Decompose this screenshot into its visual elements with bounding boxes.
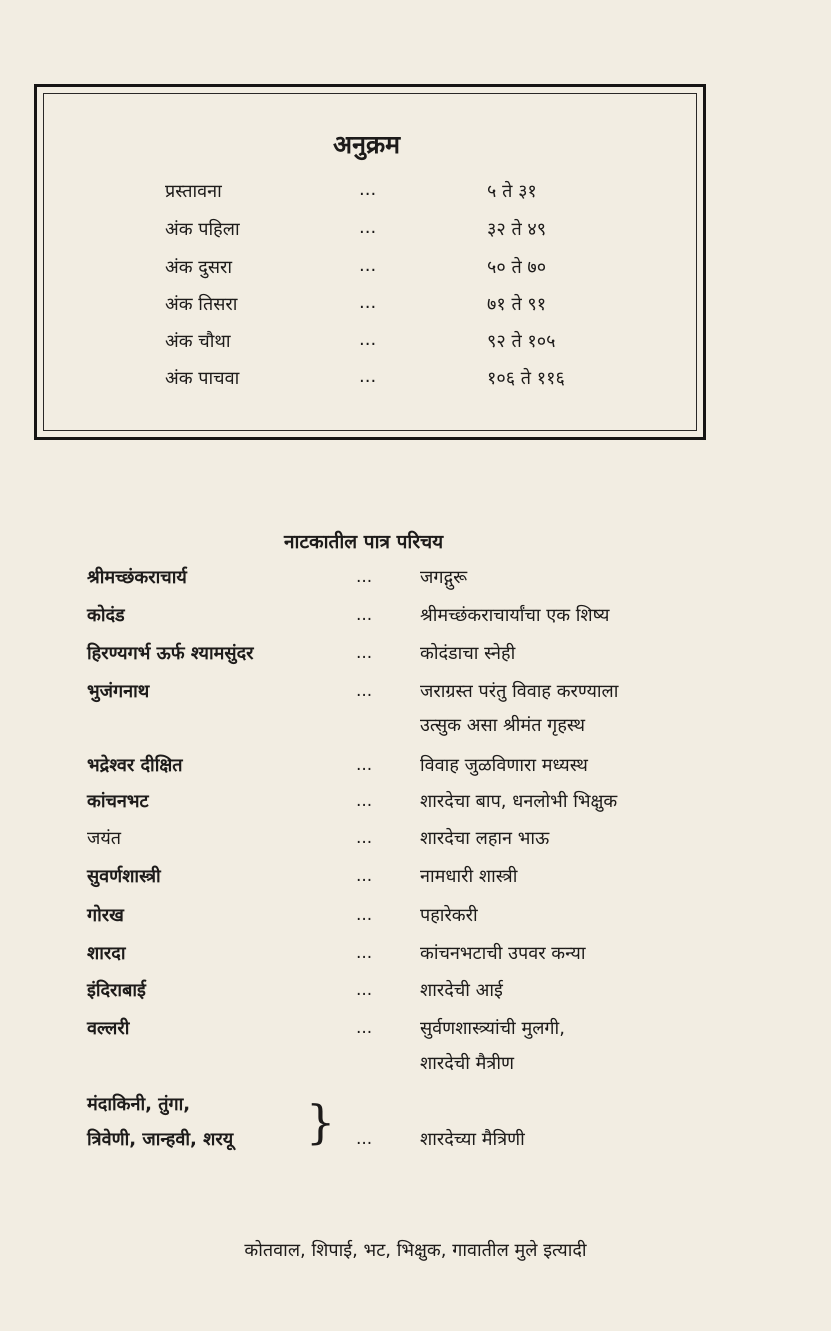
cast-dots: ...: [356, 567, 373, 587]
cast-dots: ...: [356, 791, 373, 811]
contents-label: प्रस्तावना: [165, 181, 222, 202]
contents-pages: १०६ ते ११६: [487, 368, 565, 389]
cast-row: [0, 864, 831, 904]
contents-dots: ...: [359, 179, 377, 200]
character-description: कोदंडाचा स्नेही: [420, 643, 516, 664]
contents-row: [37, 255, 703, 289]
contents-title: अनुक्रम: [333, 130, 401, 159]
character-name: जयंत: [87, 828, 122, 849]
cast-group-line-1: [0, 1092, 831, 1132]
cast-title: नाटकातील पात्र परिचय: [284, 531, 444, 553]
character-description: श्रीमच्छंकराचार्यांचा एक शिष्य: [420, 605, 610, 626]
contents-label: अंक पाचवा: [165, 368, 240, 389]
grouping-brace: }: [306, 1095, 336, 1149]
contents-label: अंक पहिला: [165, 219, 240, 240]
character-name-group: त्रिवेणी, जान्हवी, शरयू: [87, 1129, 234, 1150]
cast-row: [0, 603, 831, 643]
character-description: शारदेची आई: [420, 980, 503, 1001]
cast-row: [0, 826, 831, 866]
cast-dots: ...: [356, 1129, 373, 1149]
contents-pages: ९२ ते १०५: [487, 331, 556, 352]
cast-dots: ...: [356, 980, 373, 1000]
contents-pages: ५ ते ३१: [487, 181, 537, 202]
character-description: उत्सुक असा श्रीमंत गृहस्थ: [420, 715, 586, 736]
cast-dots: ...: [356, 643, 373, 663]
contents-pages: ३२ ते ४९: [487, 219, 547, 240]
character-description: कांचनभटाची उपवर कन्या: [420, 943, 586, 964]
cast-row: [0, 641, 831, 681]
contents-dots: ...: [359, 366, 377, 387]
character-description: शारदेचा लहान भाऊ: [420, 828, 550, 849]
character-name: भद्रेश्वर दीक्षित: [87, 755, 183, 776]
character-name: हिरण्यगर्भ ऊर्फ श्यामसुंदर: [87, 643, 254, 664]
character-description: विवाह जुळविणारा मध्यस्थ: [420, 755, 588, 776]
character-name: कांचनभट: [87, 791, 149, 812]
cast-dots: ...: [356, 681, 373, 701]
cast-row: [0, 713, 831, 753]
character-description: जराग्रस्त परंतु विवाह करण्याला: [420, 681, 619, 702]
cast-row: [0, 978, 831, 1018]
contents-dots: ...: [359, 292, 377, 313]
contents-row: [37, 217, 703, 251]
character-name: सुवर्णशास्त्री: [87, 866, 161, 887]
cast-row: [0, 753, 831, 793]
character-name: वल्लरी: [87, 1018, 130, 1039]
cast-row: [0, 1051, 831, 1091]
character-description: जगद्गुरू: [420, 567, 468, 588]
cast-row: [0, 789, 831, 829]
contents-pages: ७१ ते ९१: [487, 294, 547, 315]
contents-label: अंक तिसरा: [165, 294, 238, 315]
contents-label: अंक चौथा: [165, 331, 231, 352]
cast-dots: ...: [356, 905, 373, 925]
cast-dots: ...: [356, 1018, 373, 1038]
cast-row: [0, 903, 831, 943]
contents-row: [37, 292, 703, 326]
character-name: भुजंगनाथ: [87, 681, 150, 702]
cast-row: [0, 565, 831, 605]
cast-dots: ...: [356, 755, 373, 775]
character-description: शारदेची मैत्रीण: [420, 1053, 515, 1074]
character-name: गोरख: [87, 905, 124, 926]
contents-dots: ...: [359, 329, 377, 350]
contents-row: [37, 366, 703, 400]
character-name: इंदिराबाई: [87, 980, 146, 1001]
cast-dots: ...: [356, 943, 373, 963]
character-description: नामधारी शास्त्री: [420, 866, 518, 887]
cast-row: [0, 1016, 831, 1056]
character-name: कोदंड: [87, 605, 125, 626]
contents-label: अंक दुसरा: [165, 257, 233, 278]
contents-dots: ...: [359, 255, 377, 276]
contents-box: [34, 84, 706, 440]
contents-dots: ...: [359, 217, 377, 238]
character-description: शारदेच्या मैत्रिणी: [420, 1129, 525, 1150]
cast-group-line-2: [0, 1127, 831, 1167]
contents-pages: ५० ते ७०: [487, 257, 547, 278]
cast-row: [0, 941, 831, 981]
character-name: श्रीमच्छंकराचार्य: [87, 567, 187, 588]
cast-dots: ...: [356, 828, 373, 848]
cast-dots: ...: [356, 866, 373, 886]
character-name: शारदा: [87, 943, 126, 964]
contents-row: [37, 179, 703, 213]
extras-line: कोतवाल, शिपाई, भट, भिक्षुक, गावातील मुले इत्यादी: [244, 1240, 587, 1261]
contents-row: [37, 329, 703, 363]
character-name-group: मंदाकिनी, तुंगा,: [87, 1094, 191, 1115]
character-description: पहारेकरी: [420, 905, 478, 926]
character-description: सुर्वणशास्त्र्यांची मुलगी,: [420, 1018, 565, 1039]
character-description: शारदेचा बाप, धनलोभी भिक्षुक: [420, 791, 618, 812]
cast-dots: ...: [356, 605, 373, 625]
